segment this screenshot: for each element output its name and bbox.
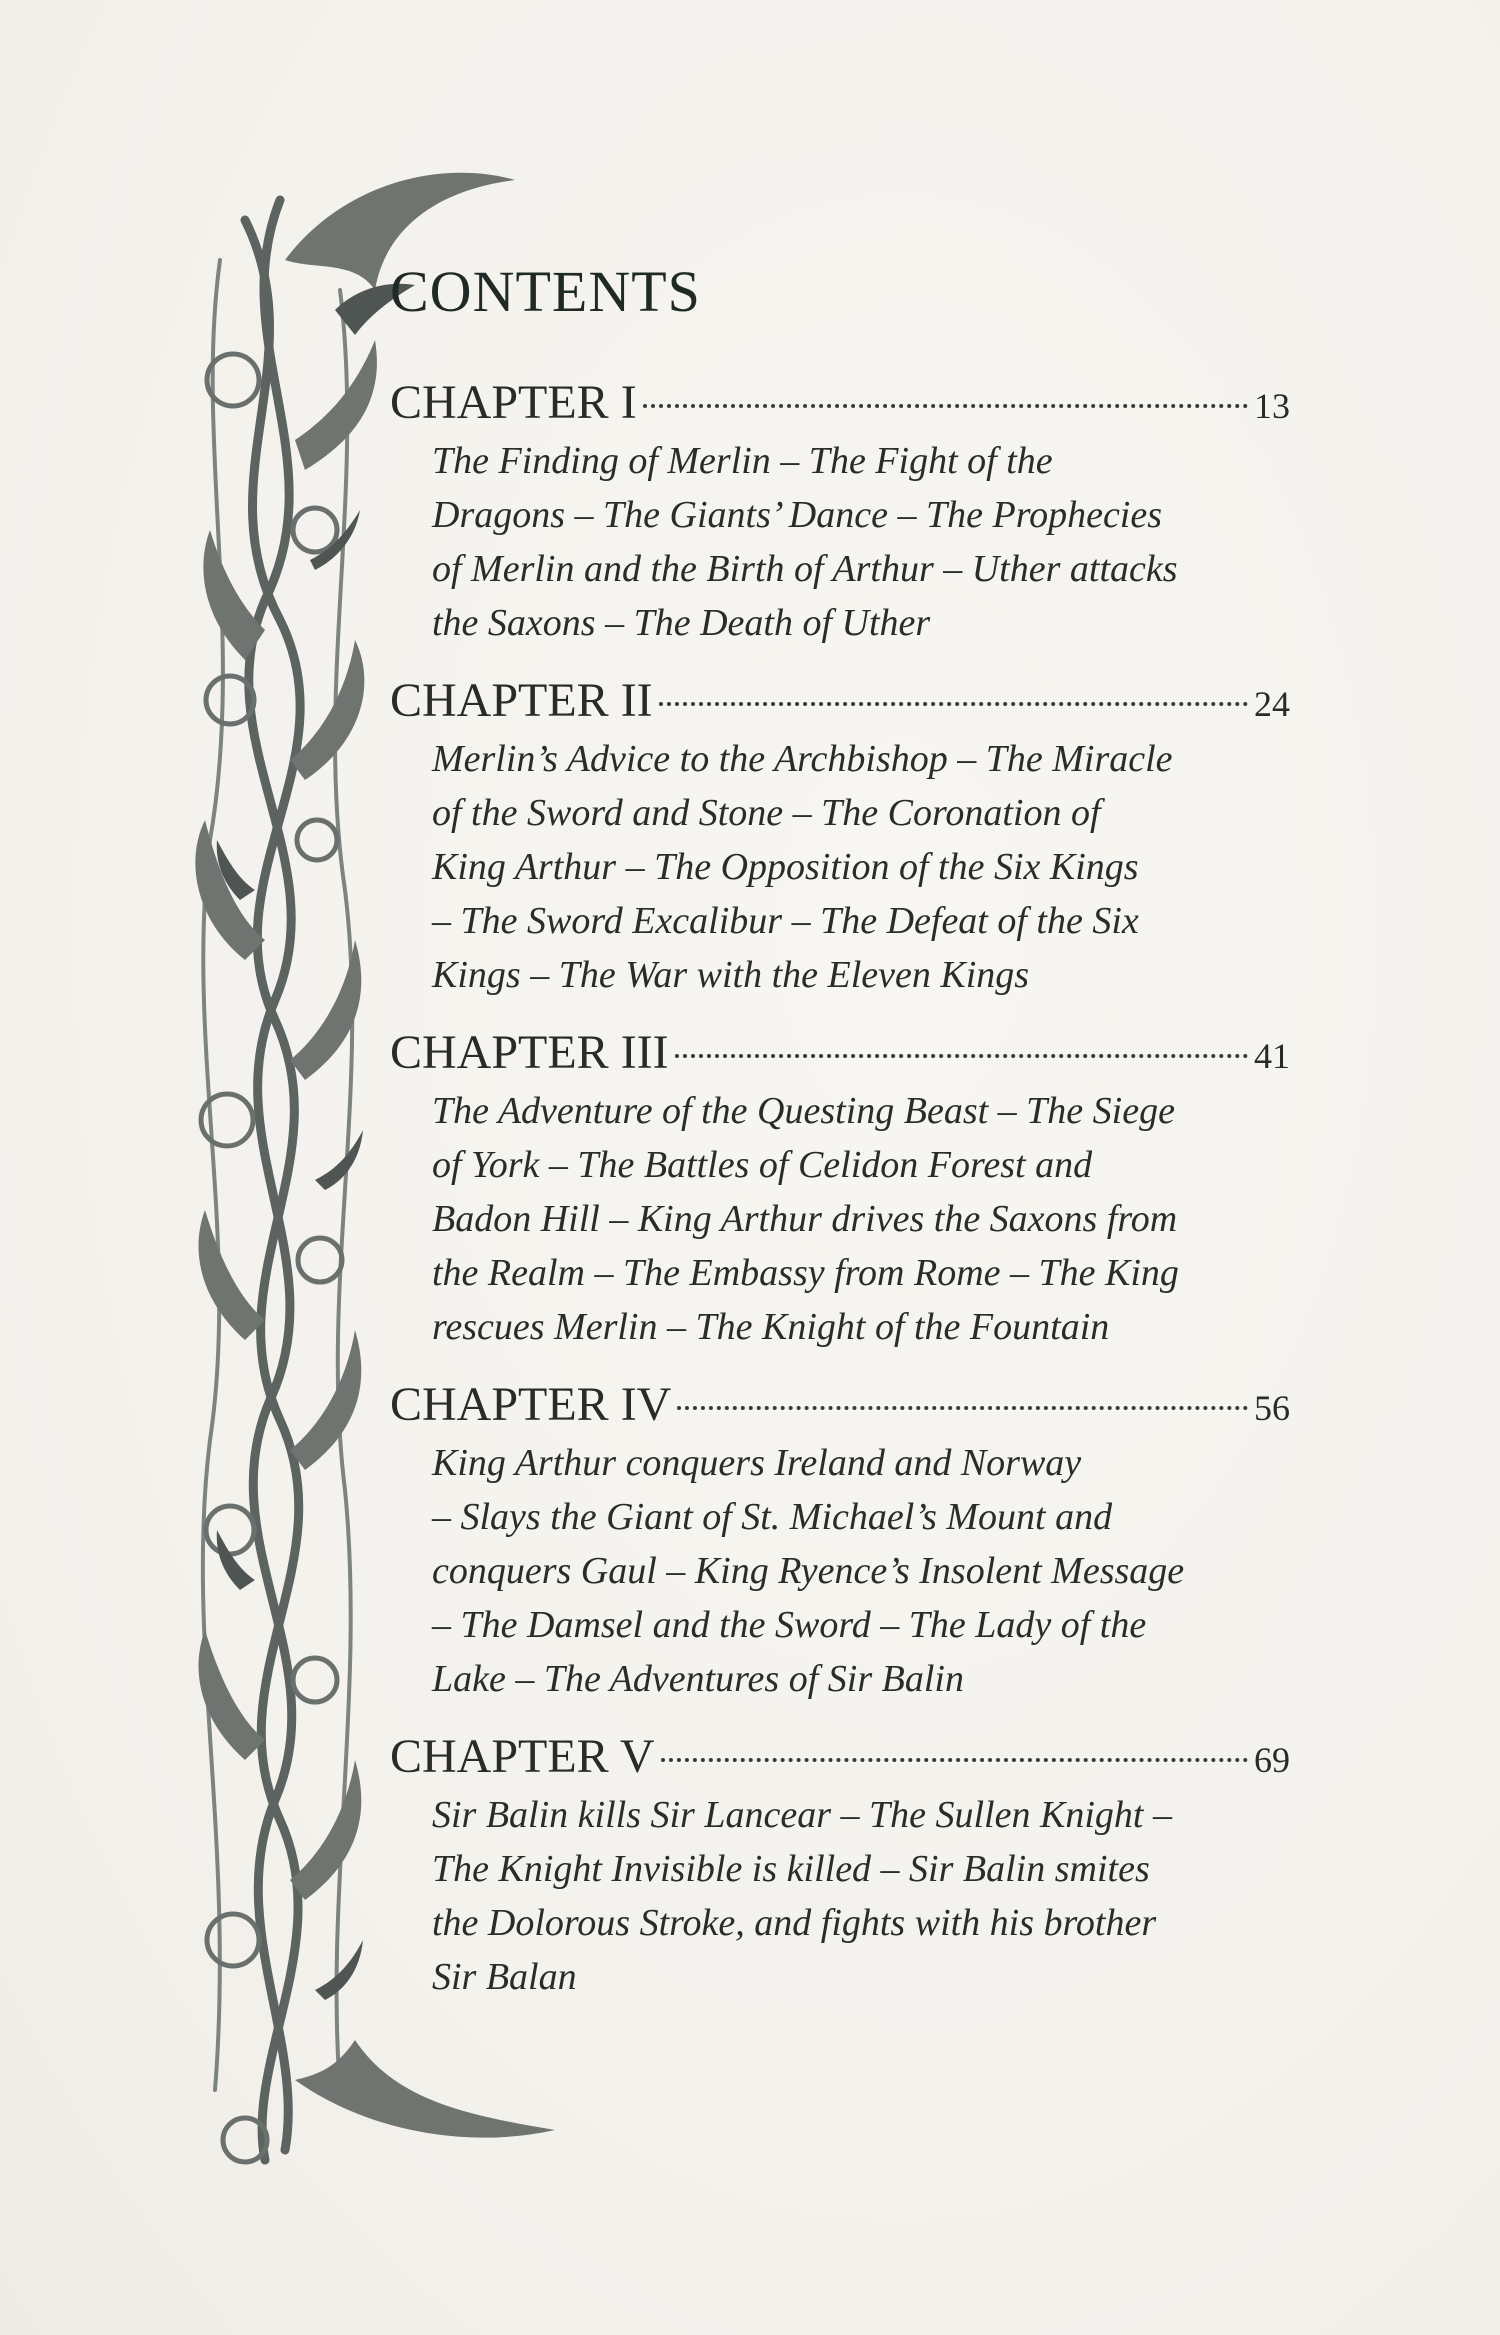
dot-leader [675, 1054, 1248, 1058]
description-line: King Arthur – The Opposition of the Six Kings [432, 846, 1139, 888]
chapter-label: CHAPTER IV [390, 1378, 672, 1431]
chapter-heading-line [390, 1374, 1290, 1436]
chapter-page-number: 41 [1254, 1036, 1290, 1076]
dot-leader [677, 1406, 1248, 1410]
table-of-contents [390, 372, 1290, 2024]
description-line: conquers Gaul – King Ryence’s Insolent Message [432, 1550, 1185, 1592]
description-line: Badon Hill – King Arthur drives the Saxons from [432, 1198, 1178, 1240]
chapter-label: CHAPTER V [390, 1730, 655, 1783]
description-line: Merlin’s Advice to the Archbishop – The Miracle [432, 738, 1173, 780]
chapter-heading-line [390, 1022, 1290, 1084]
chapter-label: CHAPTER III [390, 1026, 669, 1079]
dot-leader [661, 1758, 1249, 1762]
chapter-entry-2 [390, 670, 1290, 1002]
description-line: – The Sword Excalibur – The Defeat of the Six [432, 900, 1139, 942]
description-line: Dragons – The Giants’ Dance – The Prophecies [432, 494, 1163, 536]
chapter-description [432, 732, 1302, 1002]
description-line: of York – The Battles of Celidon Forest and [432, 1144, 1093, 1186]
description-line: rescues Merlin – The Knight of the Fountain [432, 1306, 1110, 1348]
dot-leader [659, 702, 1248, 706]
chapter-heading-line [390, 372, 1290, 434]
chapter-entry-5 [390, 1726, 1290, 2004]
chapter-heading-line [390, 670, 1290, 732]
chapter-heading-line [390, 1726, 1290, 1788]
chapter-entry-4 [390, 1374, 1290, 1706]
description-line: Lake – The Adventures of Sir Balin [432, 1658, 964, 1700]
description-line: Sir Balin kills Sir Lancear – The Sullen Knight – [432, 1794, 1172, 1836]
chapter-page-number: 56 [1254, 1388, 1290, 1428]
description-line: The Knight Invisible is killed – Sir Balin smites [432, 1848, 1150, 1890]
chapter-page-number: 69 [1254, 1740, 1290, 1780]
description-line: of Merlin and the Birth of Arthur – Uther attacks [432, 548, 1178, 590]
description-line: of the Sword and Stone – The Coronation of [432, 792, 1101, 834]
description-line: The Finding of Merlin – The Fight of the [432, 440, 1053, 482]
chapter-entry-3 [390, 1022, 1290, 1354]
description-line: – The Damsel and the Sword – The Lady of the [432, 1604, 1147, 1646]
description-line: Sir Balan [432, 1956, 577, 1998]
dot-leader [643, 404, 1248, 408]
chapter-description [432, 1788, 1302, 2004]
chapter-label: CHAPTER I [390, 376, 637, 429]
chapter-page-number: 24 [1254, 684, 1290, 724]
chapter-entry-1 [390, 372, 1290, 650]
chapter-description [432, 1436, 1302, 1706]
description-line: the Saxons – The Death of Uther [432, 602, 931, 644]
description-line: Kings – The War with the Eleven Kings [432, 954, 1030, 996]
chapter-label: CHAPTER II [390, 674, 653, 727]
chapter-description [432, 434, 1302, 650]
description-line: The Adventure of the Questing Beast – The Siege [432, 1090, 1175, 1132]
description-line: the Dolorous Stroke, and fights with his brother [432, 1902, 1157, 1944]
description-line: King Arthur conquers Ireland and Norway [432, 1442, 1082, 1484]
contents-heading: CONTENTS [390, 259, 701, 324]
description-line: the Realm – The Embassy from Rome – The King [432, 1252, 1179, 1294]
chapter-description [432, 1084, 1302, 1354]
chapter-page-number: 13 [1254, 386, 1290, 426]
description-line: – Slays the Giant of St. Michael’s Mount and [432, 1496, 1113, 1538]
